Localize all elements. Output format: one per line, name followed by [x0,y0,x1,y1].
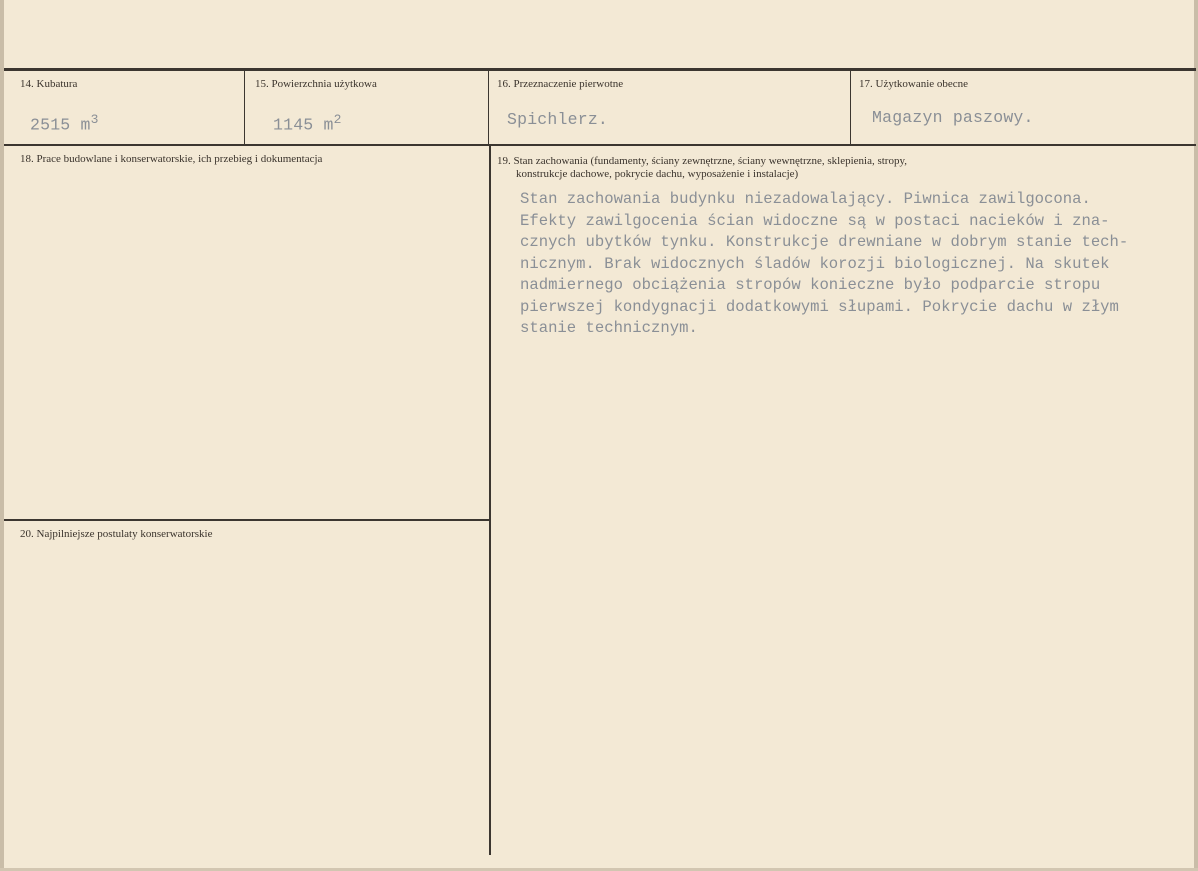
powierzchnia-value [273,112,342,135]
stan-label-line1: 19. Stan zachowania (fundamenty, ściany zewnętrzne, ściany wewnętrzne, sklepienia, stropy, [497,155,908,167]
stan-line: Efekty zawilgocenia ścian widoczne są w postaci nacieków i zna- [520,211,1110,230]
stan-label-line2: konstrukcje dachowe, pokrycie dachu, wyposażenie i instalacje) [516,168,799,180]
divider-15-16 [488,70,489,145]
stan-typed-text [520,189,1190,340]
kubatura-number: 2515 m [30,115,91,135]
prace-label: 18. Prace budowlane i konserwatorskie, ich przebieg i dokumentacja [20,153,323,165]
powierzchnia-label: 15. Powierzchnia użytkowa [255,78,377,90]
row1-bottom-rule [4,144,1196,146]
stan-line: cznych ubytków tynku. Konstrukcje drewniane w dobrym stanie tech- [520,233,1129,251]
stan-line: stanie technicznym. [520,319,698,337]
section18-bottom-rule [4,519,491,521]
stan-line: Stan zachowania budynku niezadowalający. Piwnica zawilgocona. [520,190,1091,208]
card-edge-right [1194,0,1198,871]
divider-14-15 [244,70,245,145]
przeznaczenie-label: 16. Przeznaczenie pierwotne [497,78,624,90]
postulaty-label: 20. Najpilniejsze postulaty konserwatorskie [20,528,213,540]
divider-16-17 [850,70,851,145]
powierzchnia-exponent: 2 [333,112,342,127]
powierzchnia-number: 1145 m [273,115,334,135]
kubatura-value [30,112,99,135]
card-edge-left [0,0,4,871]
top-rule [4,68,1196,71]
stan-line: nicznym. Brak widocznych śladów korozji biologicznej. Na skutek [520,254,1110,273]
przeznaczenie-value: Spichlerz. [507,110,609,129]
uzytkowanie-value: Magazyn paszowy. [872,108,1034,127]
kubatura-exponent: 3 [90,112,99,127]
divider-18-19 [489,145,491,855]
kubatura-label: 14. Kubatura [20,78,78,90]
stan-line: pierwszej kondygnacji dodatkowymi słupami. Pokrycie dachu w złym [520,297,1119,316]
uzytkowanie-label: 17. Użytkowanie obecne [859,78,969,90]
stan-line: nadmiernego obciążenia stropów konieczne było podparcie stropu [520,276,1101,294]
